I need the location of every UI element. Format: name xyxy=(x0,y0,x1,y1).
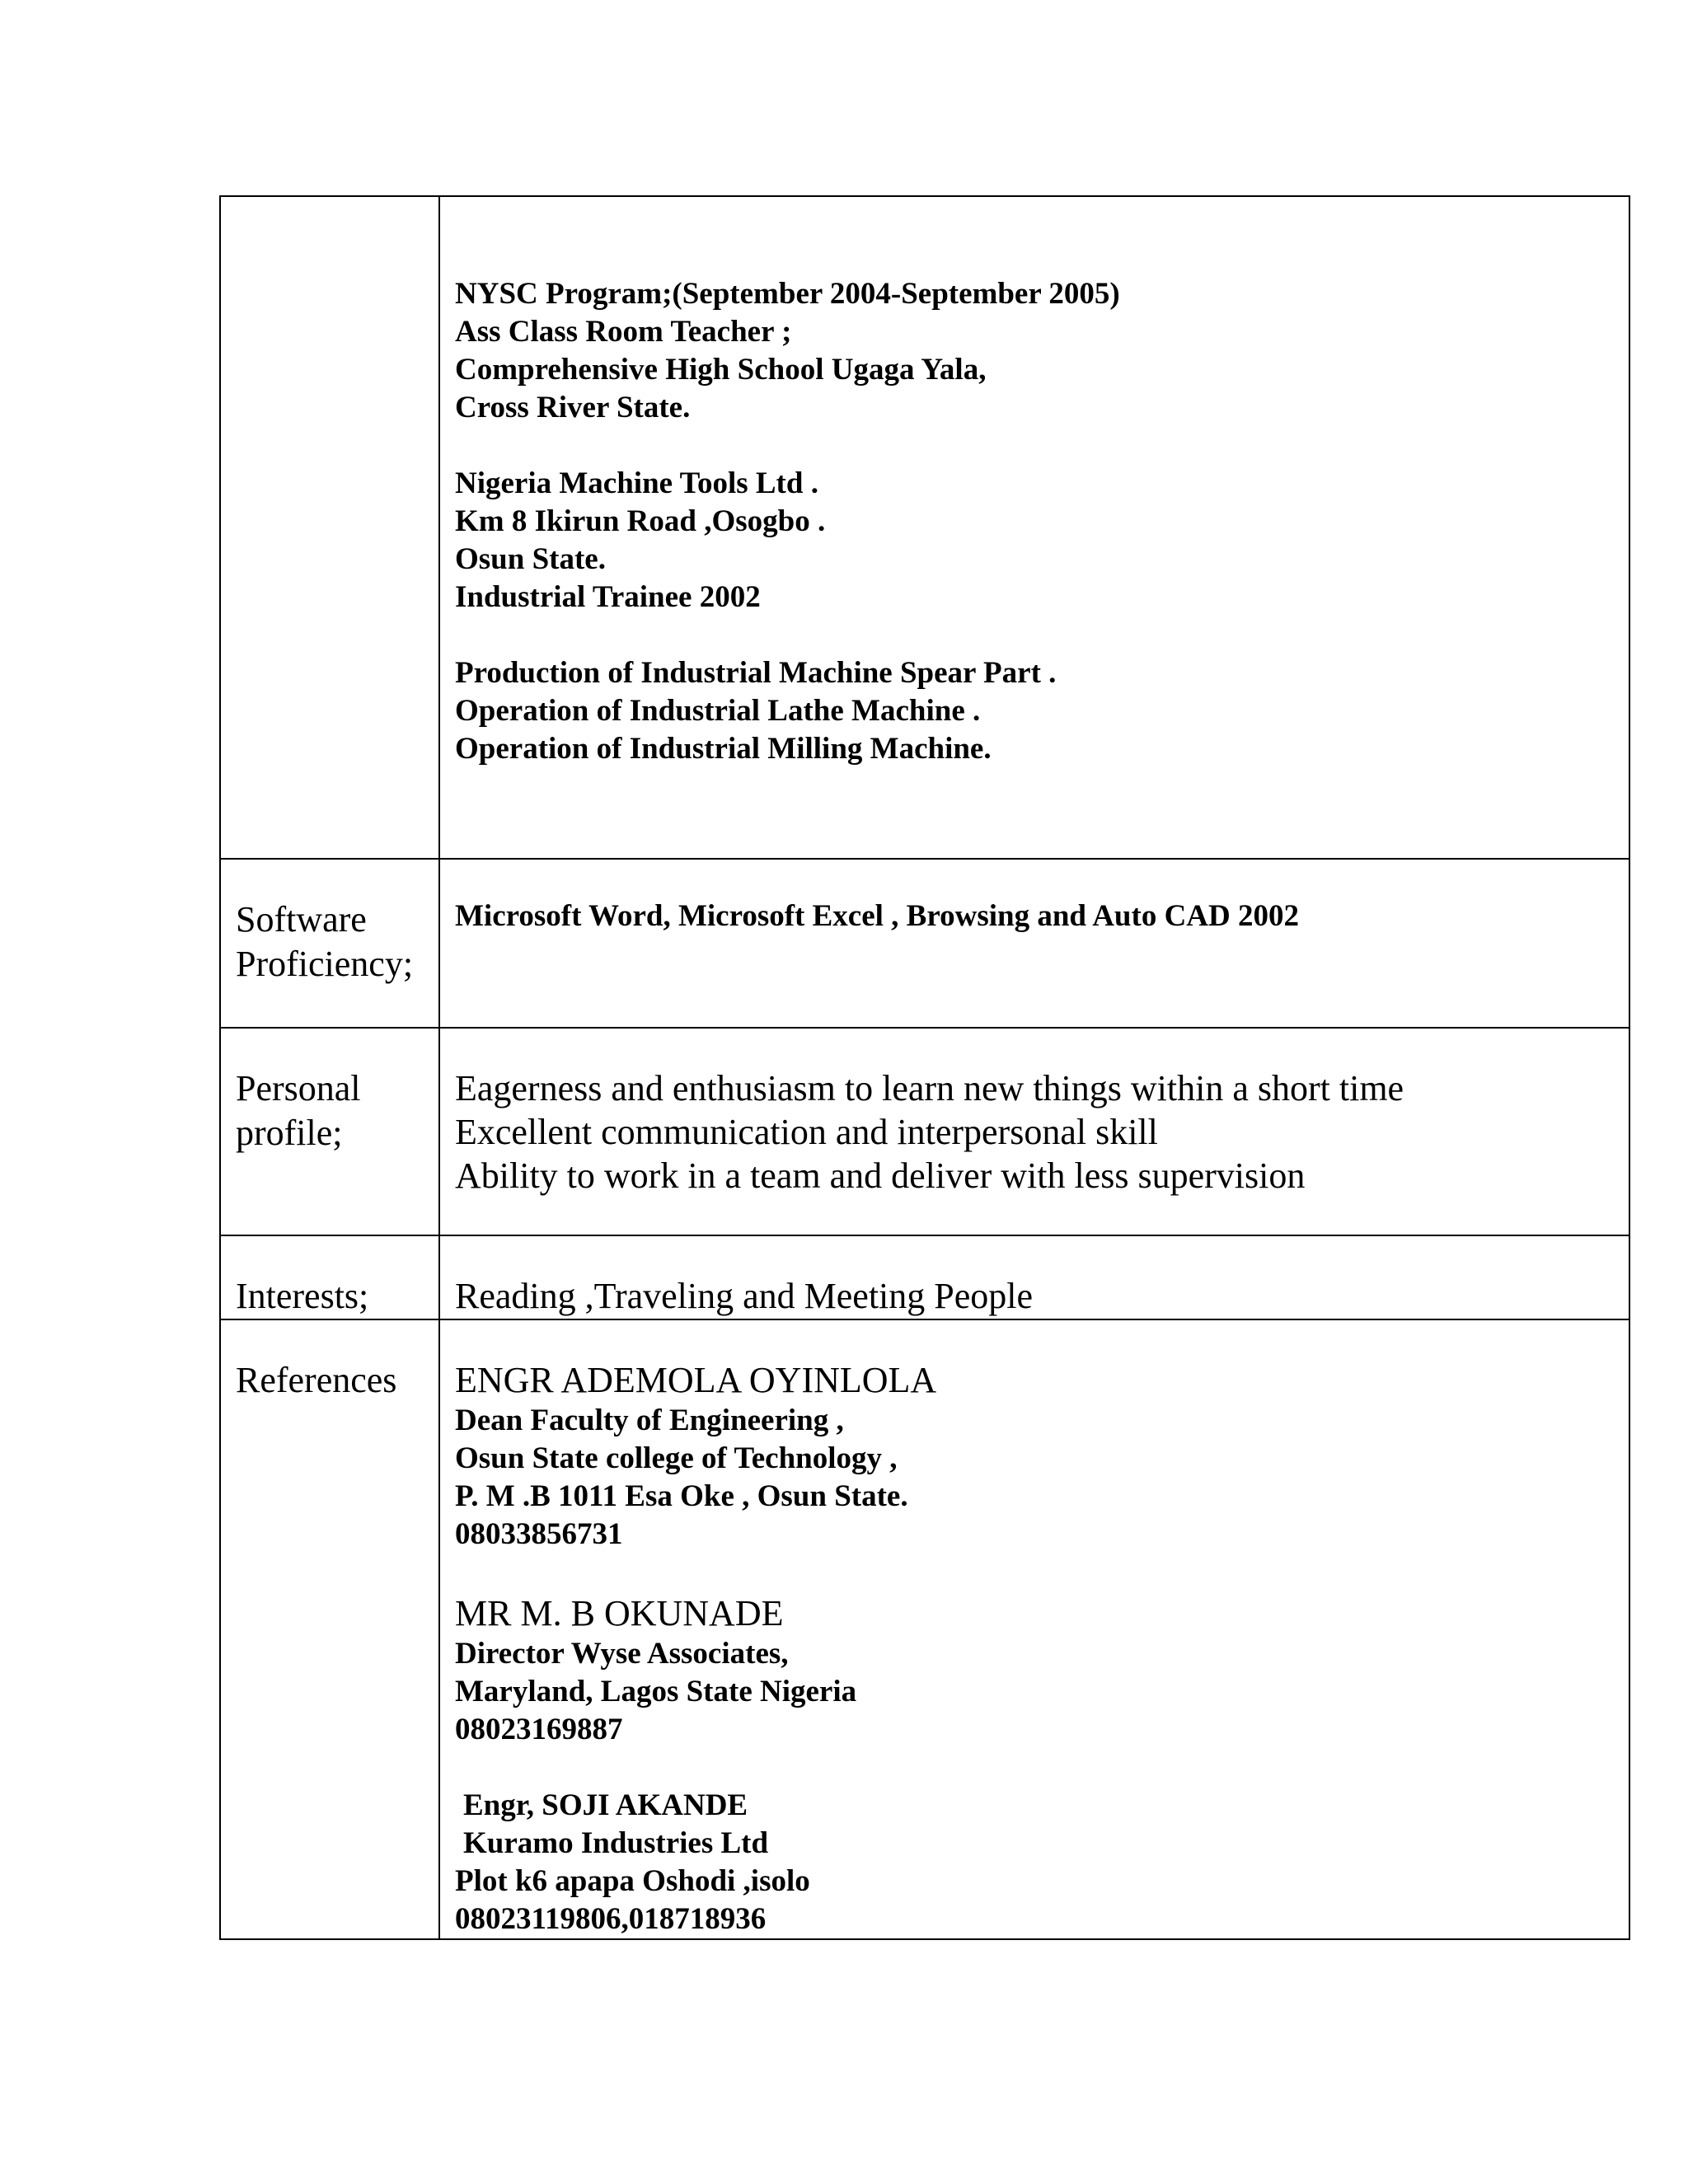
software-content-cell xyxy=(439,859,1629,1028)
references-label-cell xyxy=(220,1319,439,1939)
interests-label-cell xyxy=(220,1235,439,1319)
references-label: References xyxy=(236,1360,397,1400)
nmt-line: Osun State. xyxy=(455,542,606,576)
nmt-line: Industrial Trainee 2002 xyxy=(455,580,761,614)
nmt-line: Nigeria Machine Tools Ltd . xyxy=(455,466,818,500)
experience-label-cell xyxy=(220,196,439,859)
reference-3-line: Kuramo Industries Ltd xyxy=(463,1826,769,1860)
nmt-line: Km 8 Ikirun Road ,Osogbo . xyxy=(455,504,826,538)
profile-content-cell xyxy=(439,1028,1629,1235)
nysc-line: Cross River State. xyxy=(455,391,691,424)
reference-3-line: Plot k6 apapa Oshodi ,isolo xyxy=(455,1864,810,1898)
profile-label-cell xyxy=(220,1028,439,1235)
duty-line: Operation of Industrial Lathe Machine . xyxy=(455,694,981,728)
references-content-cell xyxy=(439,1319,1629,1939)
reference-1-line: 08033856731 xyxy=(455,1517,623,1551)
profile-line: Eagerness and enthusiasm to learn new things within a short time xyxy=(455,1068,1404,1108)
experience-row xyxy=(220,196,1629,859)
nysc-line: Ass Class Room Teacher ; xyxy=(455,315,792,349)
profile-line: Excellent communication and interpersonal skill xyxy=(455,1112,1158,1152)
reference-2-line: 08023169887 xyxy=(455,1713,623,1746)
interests-value: Reading ,Traveling and Meeting People xyxy=(455,1276,1034,1316)
interests-label: Interests; xyxy=(236,1276,369,1316)
software-label-line2: Proficiency; xyxy=(236,944,414,984)
software-value: Microsoft Word, Microsoft Excel , Browsing and Auto CAD 2002 xyxy=(455,899,1299,933)
profile-label-line1: Personal xyxy=(236,1068,361,1108)
reference-2-line: Director Wyse Associates, xyxy=(455,1637,789,1671)
interests-content-cell xyxy=(439,1235,1629,1319)
reference-2-line: Maryland, Lagos State Nigeria xyxy=(455,1675,857,1708)
profile-row xyxy=(220,1028,1629,1235)
reference-3-line: Engr, SOJI AKANDE xyxy=(463,1788,748,1822)
software-row xyxy=(220,859,1629,1028)
reference-1-line: Dean Faculty of Engineering , xyxy=(455,1404,844,1437)
profile-label-line2: profile; xyxy=(236,1113,343,1153)
nysc-line: Comprehensive High School Ugaga Yala, xyxy=(455,353,987,387)
reference-3-line: 08023119806,018718936 xyxy=(455,1902,767,1936)
reference-1-line: Osun State college of Technology , xyxy=(455,1441,898,1475)
duty-line: Operation of Industrial Milling Machine. xyxy=(455,732,992,766)
reference-2-name: MR M. B OKUNADE xyxy=(455,1593,784,1633)
duty-line: Production of Industrial Machine Spear Part . xyxy=(455,656,1057,690)
references-row xyxy=(220,1319,1629,1939)
reference-1-line: P. M .B 1011 Esa Oke , Osun State. xyxy=(455,1479,908,1513)
profile-line: Ability to work in a team and deliver with less supervision xyxy=(455,1155,1306,1196)
cv-table xyxy=(219,195,1630,1940)
nysc-line: NYSC Program;(September 2004-September 2005) xyxy=(455,277,1120,311)
software-label-cell xyxy=(220,859,439,1028)
reference-1-name: ENGR ADEMOLA OYINLOLA xyxy=(455,1360,937,1400)
interests-row xyxy=(220,1235,1629,1319)
software-label-line1: Software xyxy=(236,899,367,940)
experience-content-cell xyxy=(439,196,1629,859)
